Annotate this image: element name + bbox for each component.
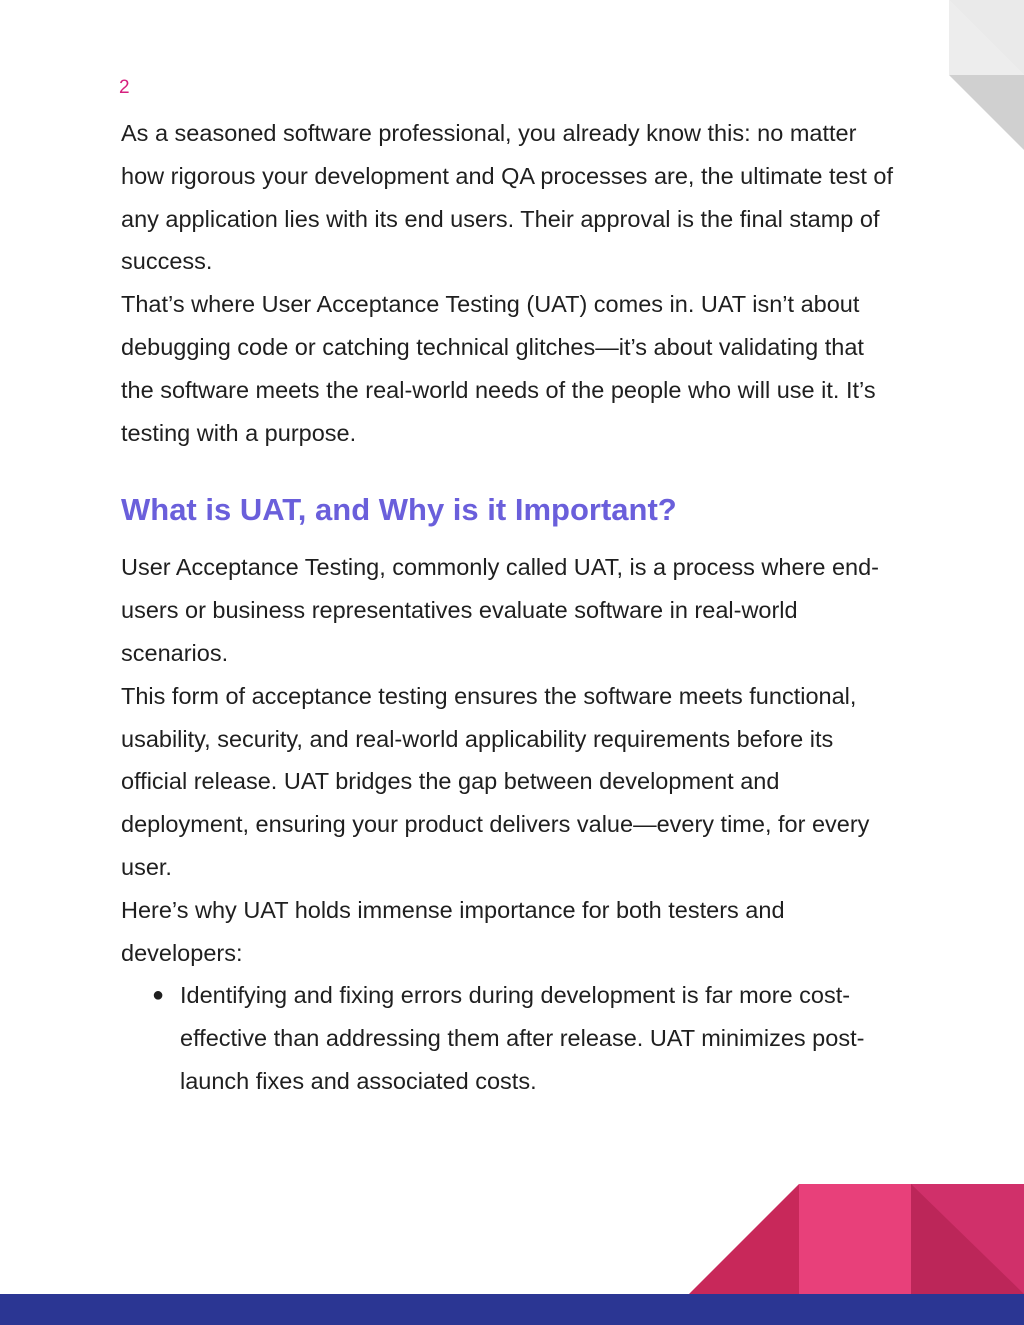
section-heading: What is UAT, and Why is it Important?	[121, 492, 677, 528]
section-paragraph: Here’s why UAT holds immense importance for both testers and developers:	[121, 896, 785, 966]
section-paragraph: This form of acceptance testing ensures the software meets functional, usability, security, and real-world applicability requirements before its official release. UAT bridges the gap between development and deployment, ensuring your product delivers value—every time, for every user.	[121, 682, 870, 880]
intro-paragraph: That’s where User Acceptance Testing (UAT) comes in. UAT isn’t about debugging code or catching technical glitches—it’s about validating that the software meets the real-world needs of the people who will use it. It’s testing with a purpose.	[121, 291, 876, 446]
list-item-text: Identifying and fixing errors during development is far more cost-effective than addressing them after release. UAT minimizes post-launch fixes and associated costs.	[180, 982, 865, 1094]
bullet-icon: ●	[152, 984, 165, 1007]
bullet-list	[121, 974, 901, 1102]
list-item	[121, 974, 901, 1102]
footer-bar	[0, 1294, 1024, 1325]
page-number: 2	[119, 77, 130, 98]
document-body	[121, 112, 901, 1103]
intro-paragraph: As a seasoned software professional, you already know this: no matter how rigorous your development and QA processes are, the ultimate test of any application lies with its end users. Their approval is the final stamp of success.	[121, 120, 894, 275]
bottom-corner-decoration	[689, 1184, 1024, 1294]
section-paragraph: User Acceptance Testing, commonly called UAT, is a process where end-users or business representatives evaluate software in real-world scenarios.	[121, 554, 880, 666]
